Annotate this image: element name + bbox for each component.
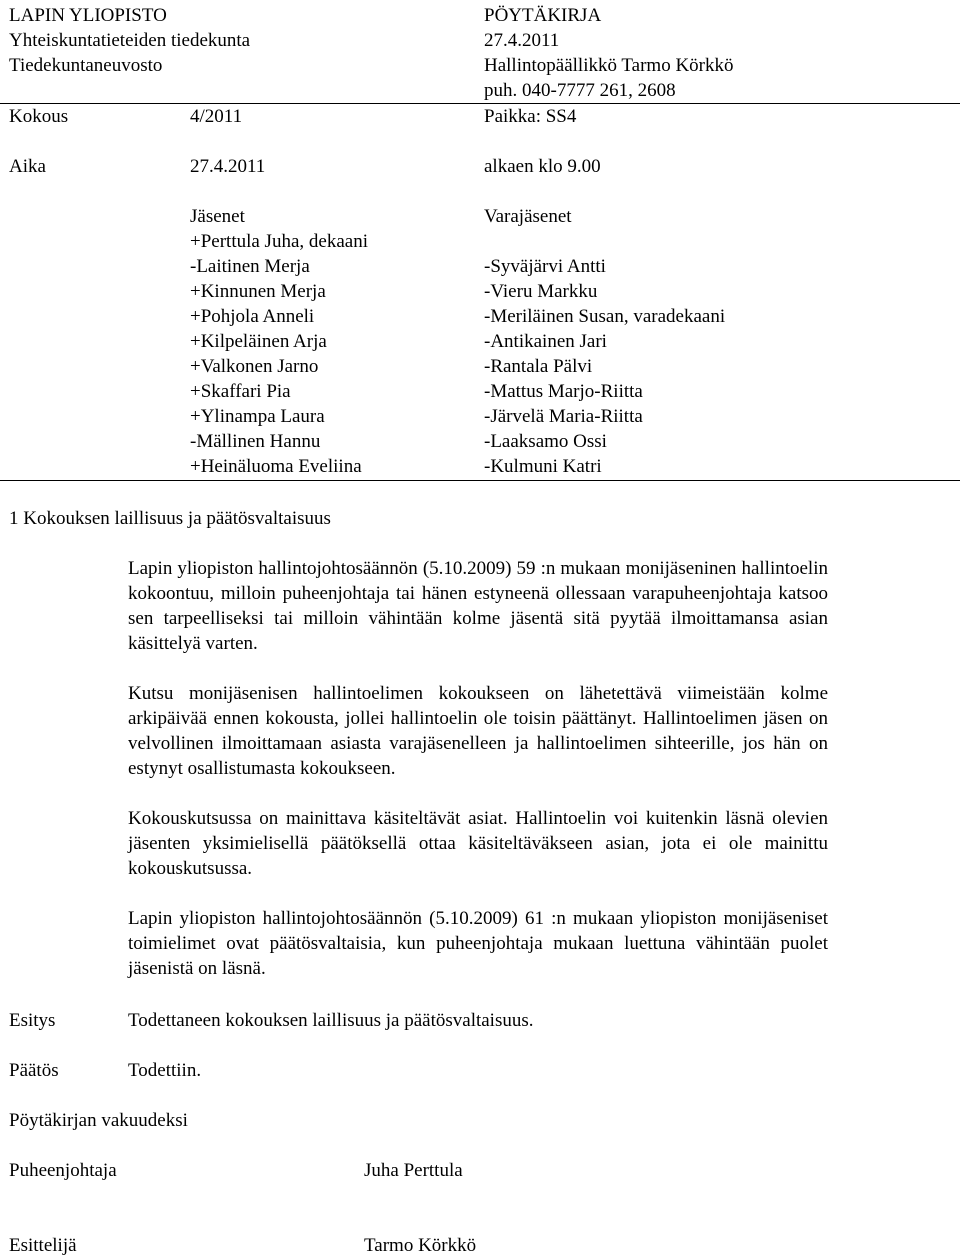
deputy-item: -Laaksamo Ossi [484, 431, 607, 452]
deputy-item: -Rantala Pälvi [484, 356, 593, 377]
deputies-heading: Varajäsenet [484, 206, 572, 227]
paragraph: Kokouskutsussa on mainittava käsiteltävät asiat. Hallintoelin voi kuitenkin läsnä olevien jäsenten yksimielisellä päätöksellä ottaa käsiteltäväkseen asian, jota ei ole mainittu kokouskutsussa. [128, 808, 828, 879]
member-item: +Kinnunen Merja [190, 281, 326, 302]
meeting-date: 27.4.2011 [190, 156, 266, 177]
secretary-name: Tarmo Körkkö [364, 1235, 477, 1256]
member-item: +Kilpeläinen Arja [190, 331, 327, 352]
doc-type: PÖYTÄKIRJA [484, 5, 602, 26]
deputy-item: -Järvelä Maria-Riitta [484, 406, 643, 427]
deputy-item: -Mattus Marjo-Riitta [484, 381, 643, 402]
paragraph: Kutsu monijäsenisen hallintoelimen kokoukseen on lähetettävä viimeistään kolme arkipäivää ennen kokousta, jollei hallintoelin ole toisin päättänyt. Hallintoelimen jäsen on velvollinen ilmoittamaan asiasta varajäsenelleen ja hallintoelimen sihteerille, jos hän on estynyt osallistumasta kokoukseen. [128, 683, 828, 779]
decision-label: Päätös [9, 1060, 59, 1081]
faculty-name: Yhteiskuntatieteiden tiedekunta [9, 30, 251, 51]
decision-text: Todettiin. [128, 1060, 202, 1081]
members-heading: Jäsenet [190, 206, 245, 227]
meeting-number: 4/2011 [190, 106, 243, 127]
secretary-label: Esittelijä [9, 1235, 77, 1256]
deputy-item: -Kulmuni Katri [484, 456, 602, 477]
member-item: +Valkonen Jarno [190, 356, 319, 377]
members-divider [0, 480, 960, 481]
member-item: +Skaffari Pia [190, 381, 291, 402]
deputy-item: -Syväjärvi Antti [484, 256, 606, 277]
deputy-item: -Meriläinen Susan, varadekaani [484, 306, 726, 327]
doc-phone: puh. 040-7777 261, 2608 [484, 80, 676, 101]
member-item: +Heinäluoma Eveliina [190, 456, 362, 477]
member-item: +Perttula Juha, dekaani [190, 231, 368, 252]
chair-name: Juha Perttula [364, 1160, 463, 1181]
council-name: Tiedekuntaneuvosto [9, 55, 163, 76]
proposal-label: Esitys [9, 1010, 56, 1031]
org-name: LAPIN YLIOPISTO [9, 5, 167, 26]
signatures-heading: Pöytäkirjan vakuudeksi [9, 1110, 188, 1131]
proposal-text: Todettaneen kokouksen laillisuus ja päätösvaltaisuus. [128, 1010, 534, 1031]
doc-author: Hallintopäällikkö Tarmo Körkkö [484, 55, 734, 76]
time-label: Aika [9, 156, 46, 177]
paragraph: Lapin yliopiston hallintojohtosäännön (5.10.2009) 59 :n mukaan monijäseninen hallintoelin kokoontuu, milloin puheenjohtaja tai hänen estyneenä ollessaan varapuheenjohtaja katsoo sen tarpeelliseksi tai milloin vähintään kolme jäsentä sitä pyytää ilmoittamansa asian käsittelyä varten. [128, 558, 828, 654]
meeting-label: Kokous [9, 106, 69, 127]
doc-date: 27.4.2011 [484, 30, 560, 51]
chair-label: Puheenjohtaja [9, 1160, 117, 1181]
meeting-place: Paikka: SS4 [484, 106, 577, 127]
header-divider [0, 103, 960, 104]
member-item: +Pohjola Anneli [190, 306, 315, 327]
member-item: -Mällinen Hannu [190, 431, 321, 452]
deputy-item: -Antikainen Jari [484, 331, 607, 352]
paragraph: Lapin yliopiston hallintojohtosäännön (5.10.2009) 61 :n mukaan yliopiston monijäseniset toimielimet ovat päätösvaltaisia, kun puheenjohtaja mukaan luettuna vähintään puolet jäsenistä on läsnä. [128, 908, 828, 979]
deputies-list [484, 254, 725, 479]
meeting-start: alkaen klo 9.00 [484, 156, 601, 177]
members-list [190, 229, 368, 479]
member-item: +Ylinampa Laura [190, 406, 325, 427]
deputy-item: -Vieru Markku [484, 281, 598, 302]
member-item: -Laitinen Merja [190, 256, 310, 277]
section-title: 1 Kokouksen laillisuus ja päätösvaltaisuus [9, 508, 331, 529]
